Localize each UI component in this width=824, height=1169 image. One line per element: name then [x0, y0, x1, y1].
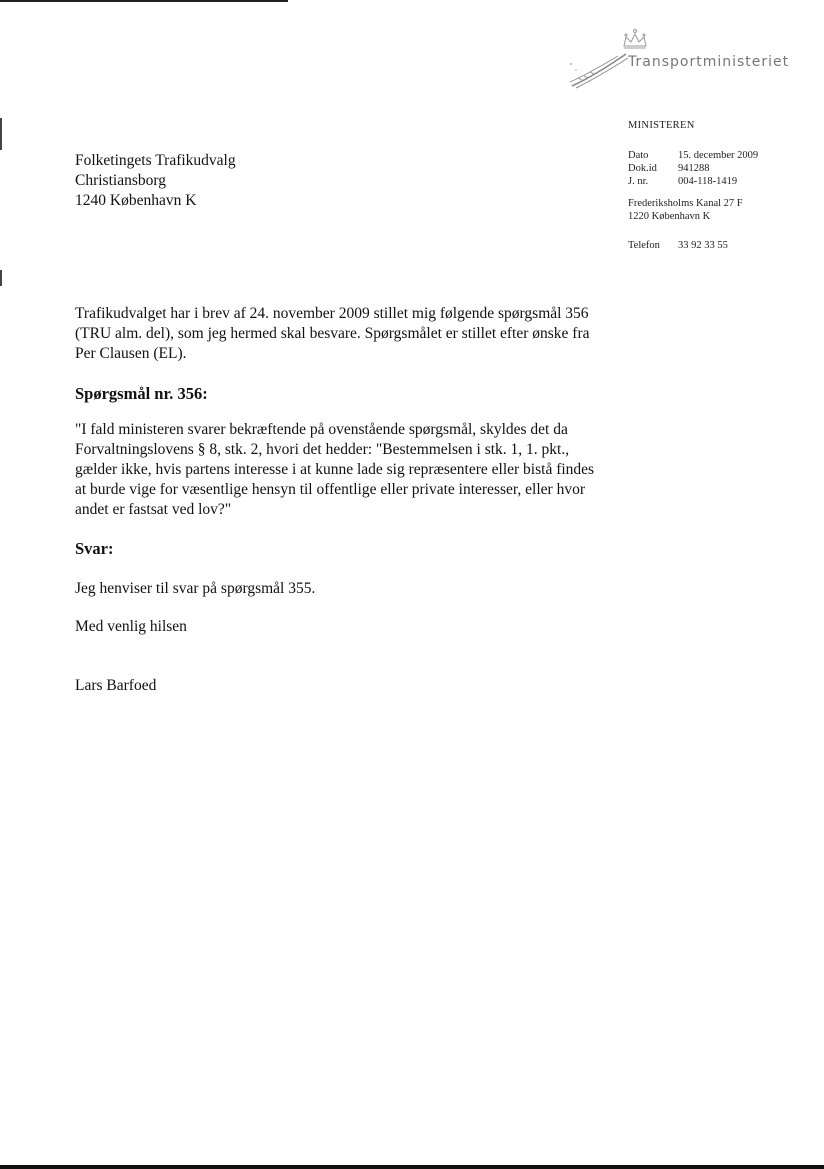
- meta-date-row: [628, 150, 758, 161]
- scan-edge-left-mark: [0, 118, 2, 150]
- crown-icon: [620, 28, 650, 50]
- sender-title: MINISTEREN: [628, 120, 695, 131]
- answer-heading: Svar:: [75, 539, 114, 558]
- meta-journal-row: [628, 176, 737, 187]
- recipient-address: [75, 151, 236, 211]
- phone-value: 33 92 33 55: [678, 240, 728, 251]
- question-text: "I fald ministeren svarer bekræftende på ovenstående spørgsmål, skyldes det da Forvaltningslovens § 8, stk. 2, hvori det hedder: "Bestemmelsen i stk. 1, 1. pkt., gælder ikke, hvis partens interesse i at kunne lade sig repræsentere eller bistå findes at burde vige for væsentlige hensyn til offentlige eller private interesser, eller hvor andet er fastsat ved lov?": [75, 421, 595, 518]
- signature-name: Lars Barfoed: [75, 677, 157, 694]
- question-heading: Spørgsmål nr. 356:: [75, 384, 208, 403]
- recipient-line: 1240 København K: [75, 192, 197, 209]
- sender-address-street: Frederiksholms Kanal 27 F: [628, 198, 743, 209]
- meta-label: J. nr.: [628, 176, 649, 187]
- meta-label: Dok.id: [628, 163, 657, 174]
- scan-edge-bottom: [0, 1165, 824, 1169]
- logo-wordmark: Transportministeriet: [628, 54, 790, 70]
- meta-docid-row: [628, 163, 710, 174]
- phone-row: [628, 240, 728, 251]
- meta-value: 941288: [678, 163, 710, 174]
- phone-label: Telefon: [628, 240, 660, 251]
- scan-edge-top: [0, 0, 288, 2]
- ministry-logo: [568, 28, 798, 88]
- closing-text: Med venlig hilsen: [75, 618, 187, 635]
- answer-text: Jeg henviser til svar på spørgsmål 355.: [75, 580, 316, 597]
- recipient-line: Christiansborg: [75, 172, 166, 189]
- sender-address-city: 1220 København K: [628, 211, 711, 222]
- meta-value: 004-118-1419: [678, 176, 738, 187]
- swoosh-icon: [568, 50, 630, 90]
- letter-intro: Trafikudvalget har i brev af 24. november 2009 stillet mig følgende spørgsmål 356 (TRU alm. del), som jeg hermed skal besvare. Spørgsmålet er stillet efter ønske fra Per Clausen (EL).: [75, 305, 590, 362]
- scan-edge-left-mark: [0, 270, 2, 286]
- recipient-line: Folketingets Trafikudvalg: [75, 152, 236, 169]
- meta-label: Dato: [628, 150, 649, 161]
- meta-value: 15. december 2009: [678, 150, 759, 161]
